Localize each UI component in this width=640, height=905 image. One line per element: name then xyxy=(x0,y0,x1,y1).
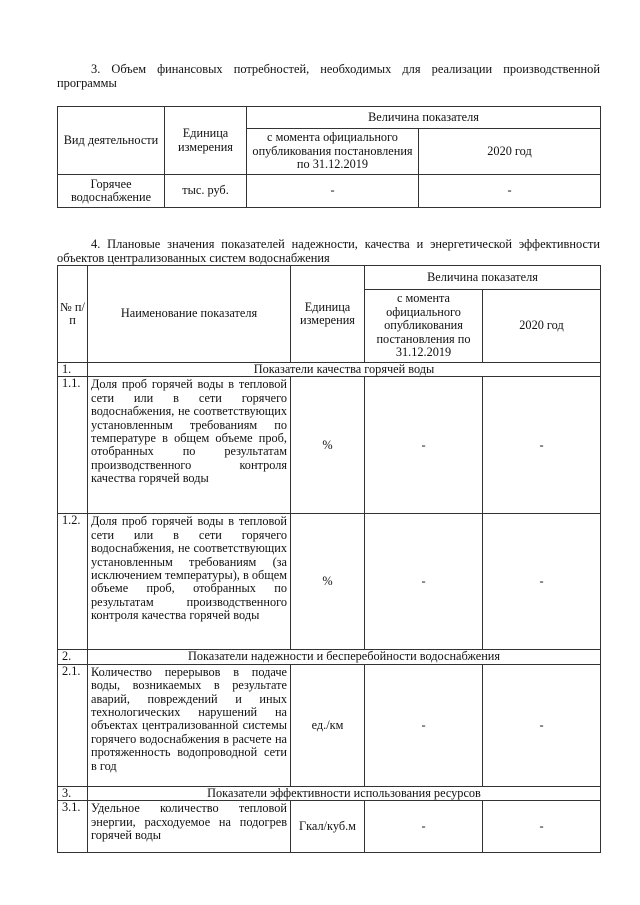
section-title: Показатели эффективности использования ресурсов xyxy=(88,786,601,800)
section-4-heading: 4. Плановые значения показателей надежности, качества и энергетической эффективности объектов централизованных систем водоснабжения xyxy=(57,237,600,265)
table-row xyxy=(58,377,601,514)
row-value-1: - xyxy=(365,801,483,853)
row-value-2: - xyxy=(483,377,601,514)
section-row xyxy=(58,786,601,800)
cell-value-1: - xyxy=(247,175,419,208)
header-period-1: с момента официального опубликования постановления по 31.12.2019 xyxy=(247,129,419,175)
section-title: Показатели надежности и бесперебойности водоснабжения xyxy=(88,650,601,664)
row-num: 3.1. xyxy=(58,801,88,853)
table-row xyxy=(58,175,601,208)
row-value-1: - xyxy=(365,664,483,786)
header-activity: Вид деятельности xyxy=(58,107,165,175)
row-num: 2.1. xyxy=(58,664,88,786)
table-row xyxy=(58,664,601,786)
table-row xyxy=(58,514,601,650)
row-unit: Гкал/куб.м xyxy=(291,801,365,853)
indicators-table xyxy=(57,265,601,853)
row-unit: ед./км xyxy=(291,664,365,786)
row-value-1: - xyxy=(365,514,483,650)
section-row xyxy=(58,363,601,377)
header-unit: Единица измерения xyxy=(291,266,365,363)
row-name: Удельное количество тепловой энергии, расходуемое на подогрев горячей воды xyxy=(88,801,291,853)
row-value-2: - xyxy=(483,801,601,853)
section-num: 3. xyxy=(58,786,88,800)
financial-needs-table xyxy=(57,106,601,208)
row-value-2: - xyxy=(483,514,601,650)
row-unit: % xyxy=(291,514,365,650)
row-value-2: - xyxy=(483,664,601,786)
row-name: Количество перерывов в подаче воды, возникаемых в результате аварий, повреждений и иных технологических нарушений на объектах централизованной системы горячего водоснабжения в расчете на протяженность водопроводной сети в год xyxy=(88,664,291,786)
section-row xyxy=(58,650,601,664)
header-period-2: 2020 год xyxy=(419,129,601,175)
cell-value-2: - xyxy=(419,175,601,208)
section-num: 2. xyxy=(58,650,88,664)
header-period-1: с момента официального опубликования постановления по 31.12.2019 xyxy=(365,290,483,363)
header-value: Величина показателя xyxy=(247,107,601,129)
header-num: № п/п xyxy=(58,266,88,363)
row-value-1: - xyxy=(365,377,483,514)
cell-unit: тыс. руб. xyxy=(165,175,247,208)
header-unit: Единица измерения xyxy=(165,107,247,175)
row-name: Доля проб горячей воды в тепловой сети или в сети горячего водоснабжения, не соответствующих установленным требованиям (за исключением температуры), в общем объеме проб, отобранных по результатам производственного контроля качества горячей воды xyxy=(88,514,291,650)
section-3-heading: 3. Объем финансовых потребностей, необходимых для реализации производственной программы xyxy=(57,62,600,90)
table-row xyxy=(58,801,601,853)
header-value: Величина показателя xyxy=(365,266,601,290)
header-name: Наименование показателя xyxy=(88,266,291,363)
cell-activity: Горячее водоснабжение xyxy=(58,175,165,208)
section-title: Показатели качества горячей воды xyxy=(88,363,601,377)
section-num: 1. xyxy=(58,363,88,377)
row-unit: % xyxy=(291,377,365,514)
row-num: 1.2. xyxy=(58,514,88,650)
header-period-2: 2020 год xyxy=(483,290,601,363)
row-num: 1.1. xyxy=(58,377,88,514)
row-name: Доля проб горячей воды в тепловой сети или в сети горячего водоснабжения, не соответствующих установленным требованиям по температуре в общем объеме проб, отобранных по результатам производственного контроля качества горячей воды xyxy=(88,377,291,514)
